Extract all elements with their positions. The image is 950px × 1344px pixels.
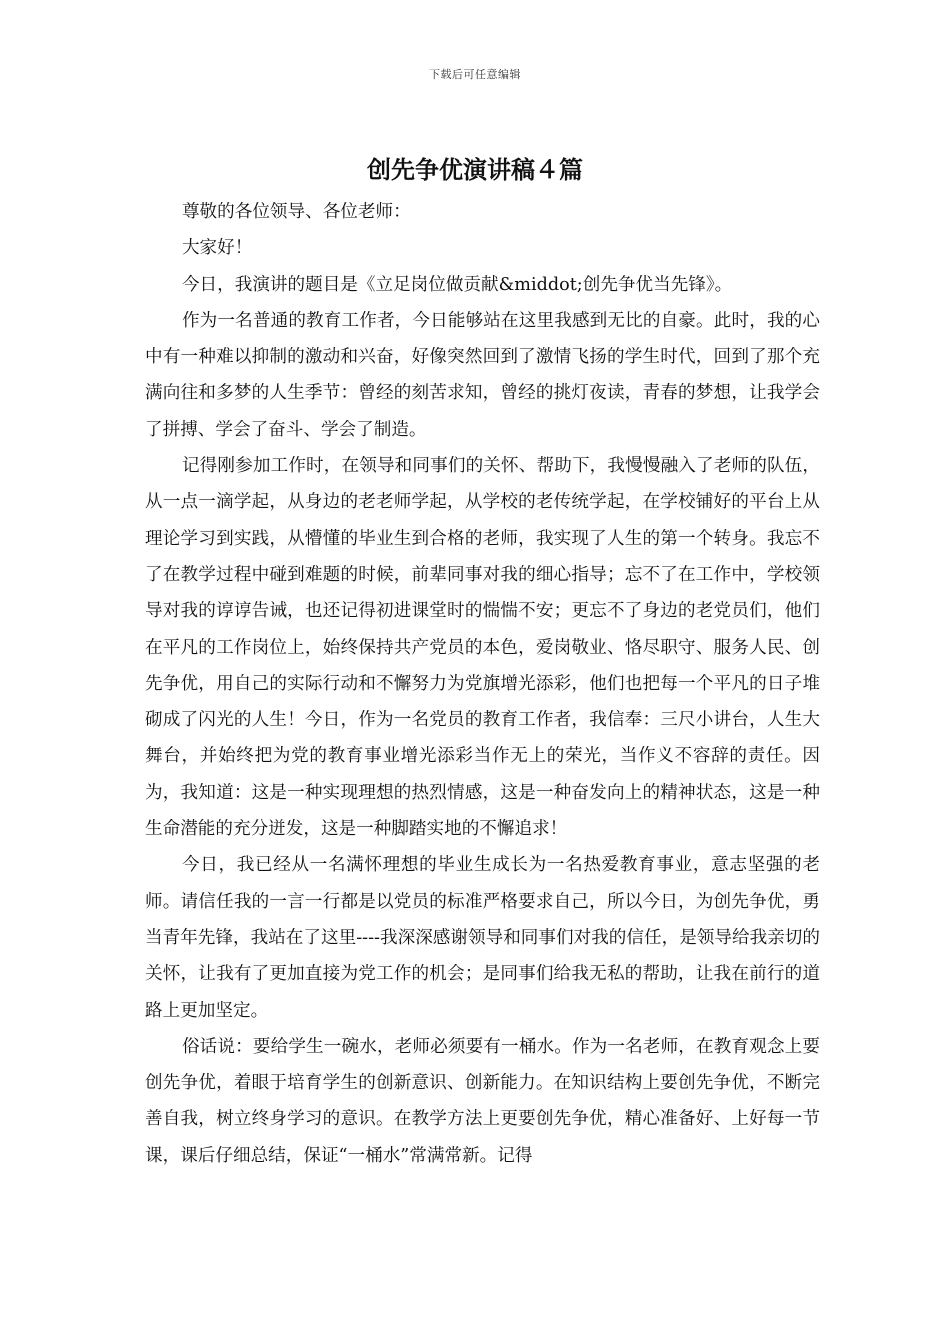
salutation: 尊敬的各位领导、各位老师： [181,202,411,222]
paragraph: 俗话说：要给学生一碗水，老师必须要有一桶水。作为一名老师，在教育观念上要创先争优，着眼于培育学生的创新意识、创新能力。在知识结构上要创先争优，不断完善自我，树立终身学习的意识。在教学方法上更要创先争优，精心准备好、上好每一节课，课后仔细总结，保证“一桶水”常满常新。记得 [145,1036,820,1166]
greeting: 大家好！ [181,238,253,259]
paragraph: 记得刚参加工作时，在领导和同事们的关怀、帮助下，我慢慢融入了老师的队伍，从一点一滴学起，从身边的老老师学起，从学校的老传统学起，在学校铺好的平台上从理论学习到实践，从懵懂的毕业生到合格的老师，我实现了人生的第一个转身。我忘不了在教学过程中碰到难题的时候，前辈同事对我的细心指导；忘不了在工作中，学校领导对我的谆谆告诫，也还记得初进课堂时的惴惴不安；更忘不了身边的老党员们，他们在平凡的工作岗位上，始终保持共产党员的本色，爱岗敬业、恪尽职守、服务人民、创先争优，用自己的实际行动和不懈努力为党旗增光添彩，他们也把每一个平凡的日子堆砌成了闪光的人生！今日，作为一名党员的教育工作者，我信奉：三尺小讲台，人生大舞台，并始终把为党的教育事业增光添彩当作无上的荣光，当作义不容辞的责任。因为，我知道：这是一种实现理想的热烈情感，这是一种奋发向上的精神状态，这是一种生命潜能的充分迸发，这是一种脚踏实地的不懈追求！ [145,456,820,840]
document-body [145,194,820,1174]
header-note: 下载后可任意编辑 [429,68,521,81]
paragraph: 作为一名普通的教育工作者，今日能够站在这里我感到无比的自豪。此时，我的心中有一种难以抑制的激动和兴奋，好像突然回到了激情飞扬的学生时代，回到了那个充满向往和多梦的人生季节：曾经的刻苦求知，曾经的挑灯夜读，青春的梦想，让我学会了拼搏、学会了奋斗、学会了制造。 [145,310,820,440]
speech-topic: 今日，我演讲的题目是《立足岗位做贡献&middot;创先争优当先锋》。 [181,274,733,295]
paragraph: 今日，我已经从一名满怀理想的毕业生成长为一名热爱教育事业，意志坚强的老师。请信任我的一言一行都是以党员的标准严格要求自己，所以今日，为创先争优，勇当青年先锋，我站在了这里----我深深感谢领导和同事们对我的信任，是领导给我亲切的关怀，让我有了更加直接为党工作的机会；是同事们给我无私的帮助，让我在前行的道路上更加坚定。 [145,855,820,1021]
document-title: 创先争优演讲稿４篇 [367,156,583,184]
